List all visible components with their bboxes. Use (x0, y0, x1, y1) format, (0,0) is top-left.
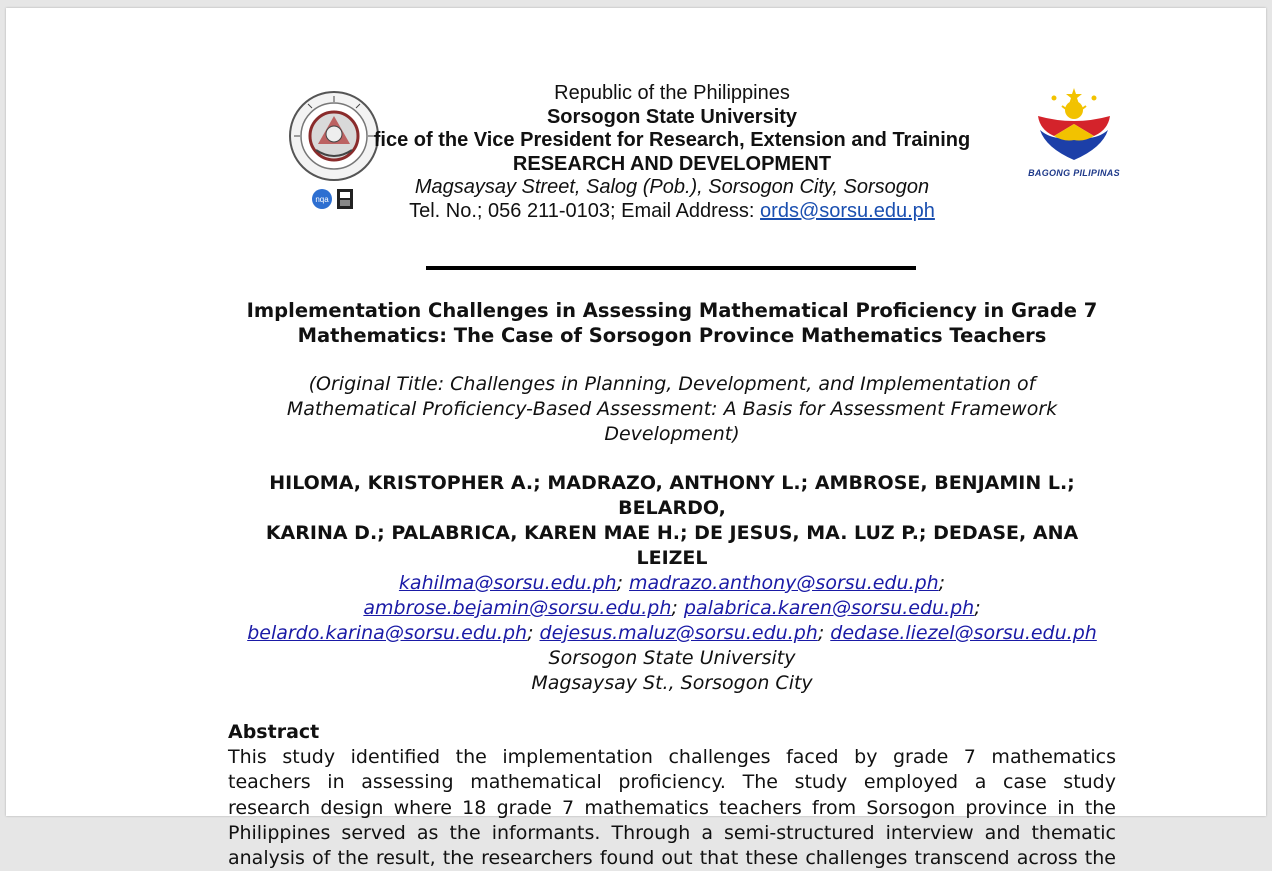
affiliation (228, 646, 1116, 696)
header-address: Magsaysay Street, Salog (Pob.), Sorsogon City, Sorsogon (414, 176, 930, 199)
email-link[interactable]: palabrica.karen@sorsu.edu.ph (683, 597, 975, 619)
header-divider (426, 266, 916, 270)
header-email-link[interactable]: ords@sorsu.edu.ph (760, 199, 935, 222)
header-contact-prefix: Tel. No.; 056 211-0103; Email Address: (409, 199, 761, 222)
header-university: Sorsogon State University (546, 105, 798, 128)
abstract-heading: Abstract (228, 721, 320, 743)
email-separator: ; (817, 622, 825, 644)
email-line (228, 596, 1116, 621)
paper-body (228, 298, 1116, 871)
original-title-line: Mathematical Proficiency-Based Assessment: A Basis for Assessment Framework (286, 398, 1058, 420)
original-title-line: Development) (604, 423, 740, 445)
email-link[interactable]: ambrose.bejamin@sorsu.edu.ph (363, 597, 672, 619)
email-link[interactable]: dedase.liezel@sorsu.edu.ph (830, 622, 1097, 644)
letterhead-text (342, 82, 1002, 224)
original-title (228, 372, 1116, 447)
email-separator: ; (527, 622, 534, 644)
author-line: HILOMA, KRISTOPHER A.; MADRAZO, ANTHONY L.; AMBROSE, BENJAMIN L.; BELARDO, (269, 472, 1075, 519)
author-list (228, 471, 1116, 571)
abstract-line: analysis of the result, the researchers found out that these challenges transcend across the (228, 847, 1116, 870)
bagong-pilipinas-logo-icon (1024, 86, 1124, 178)
header-division: RESEARCH AND DEVELOPMENT (512, 152, 832, 175)
title-line: Implementation Challenges in Assessing Mathematical Proficiency in Grade 7 (246, 299, 1098, 322)
email-link[interactable]: dejesus.maluz@sorsu.edu.ph (539, 622, 818, 644)
affiliation-line: Sorsogon State University (548, 647, 796, 669)
email-separator: ; (938, 572, 946, 594)
title-line: Mathematics: The Case of Sorsogon Province Mathematics Teachers (297, 324, 1047, 347)
bagong-pilipinas-text: BAGONG PILIPINAS (1028, 168, 1120, 178)
email-separator: ; (671, 597, 678, 619)
abstract-line: teachers in assessing mathematical proficiency. The study employed a case study (228, 771, 1116, 794)
abstract-line: research design where 18 grade 7 mathematics teachers from Sorsogon province in the (228, 796, 1116, 819)
header-republic: Republic of the Philippines (554, 82, 790, 104)
paper-title (228, 298, 1116, 348)
email-link[interactable]: madrazo.anthony@sorsu.edu.ph (629, 572, 939, 594)
affiliation-line: Magsaysay St., Sorsogon City (531, 672, 813, 694)
email-link[interactable]: kahilma@sorsu.edu.ph (398, 572, 617, 594)
badge-text: nqa (315, 195, 329, 204)
header-contact (342, 200, 1002, 224)
abstract-line: This study identified the implementation challenges faced by grade 7 mathematics (228, 746, 1116, 768)
email-line (228, 621, 1116, 646)
email-separator: ; (974, 597, 981, 619)
author-emails (228, 571, 1116, 646)
original-title-line: (Original Title: Challenges in Planning, Development, and Implementation of (308, 373, 1036, 395)
abstract-line: Philippines served as the informants. Through a semi-structured interview and thematic (228, 821, 1116, 844)
document-page (6, 8, 1266, 870)
email-link[interactable]: belardo.karina@sorsu.edu.ph (247, 622, 528, 644)
header-office: fice of the Vice President for Research, Extension and Training (373, 129, 971, 152)
letterhead (6, 8, 1266, 238)
author-line: KARINA D.; PALABRICA, KAREN MAE H.; DE JESUS, MA. LUZ P.; DEDASE, ANA LEIZEL (265, 522, 1079, 569)
abstract-text (228, 745, 1116, 871)
email-separator: ; (616, 572, 623, 594)
email-line (228, 571, 1116, 596)
